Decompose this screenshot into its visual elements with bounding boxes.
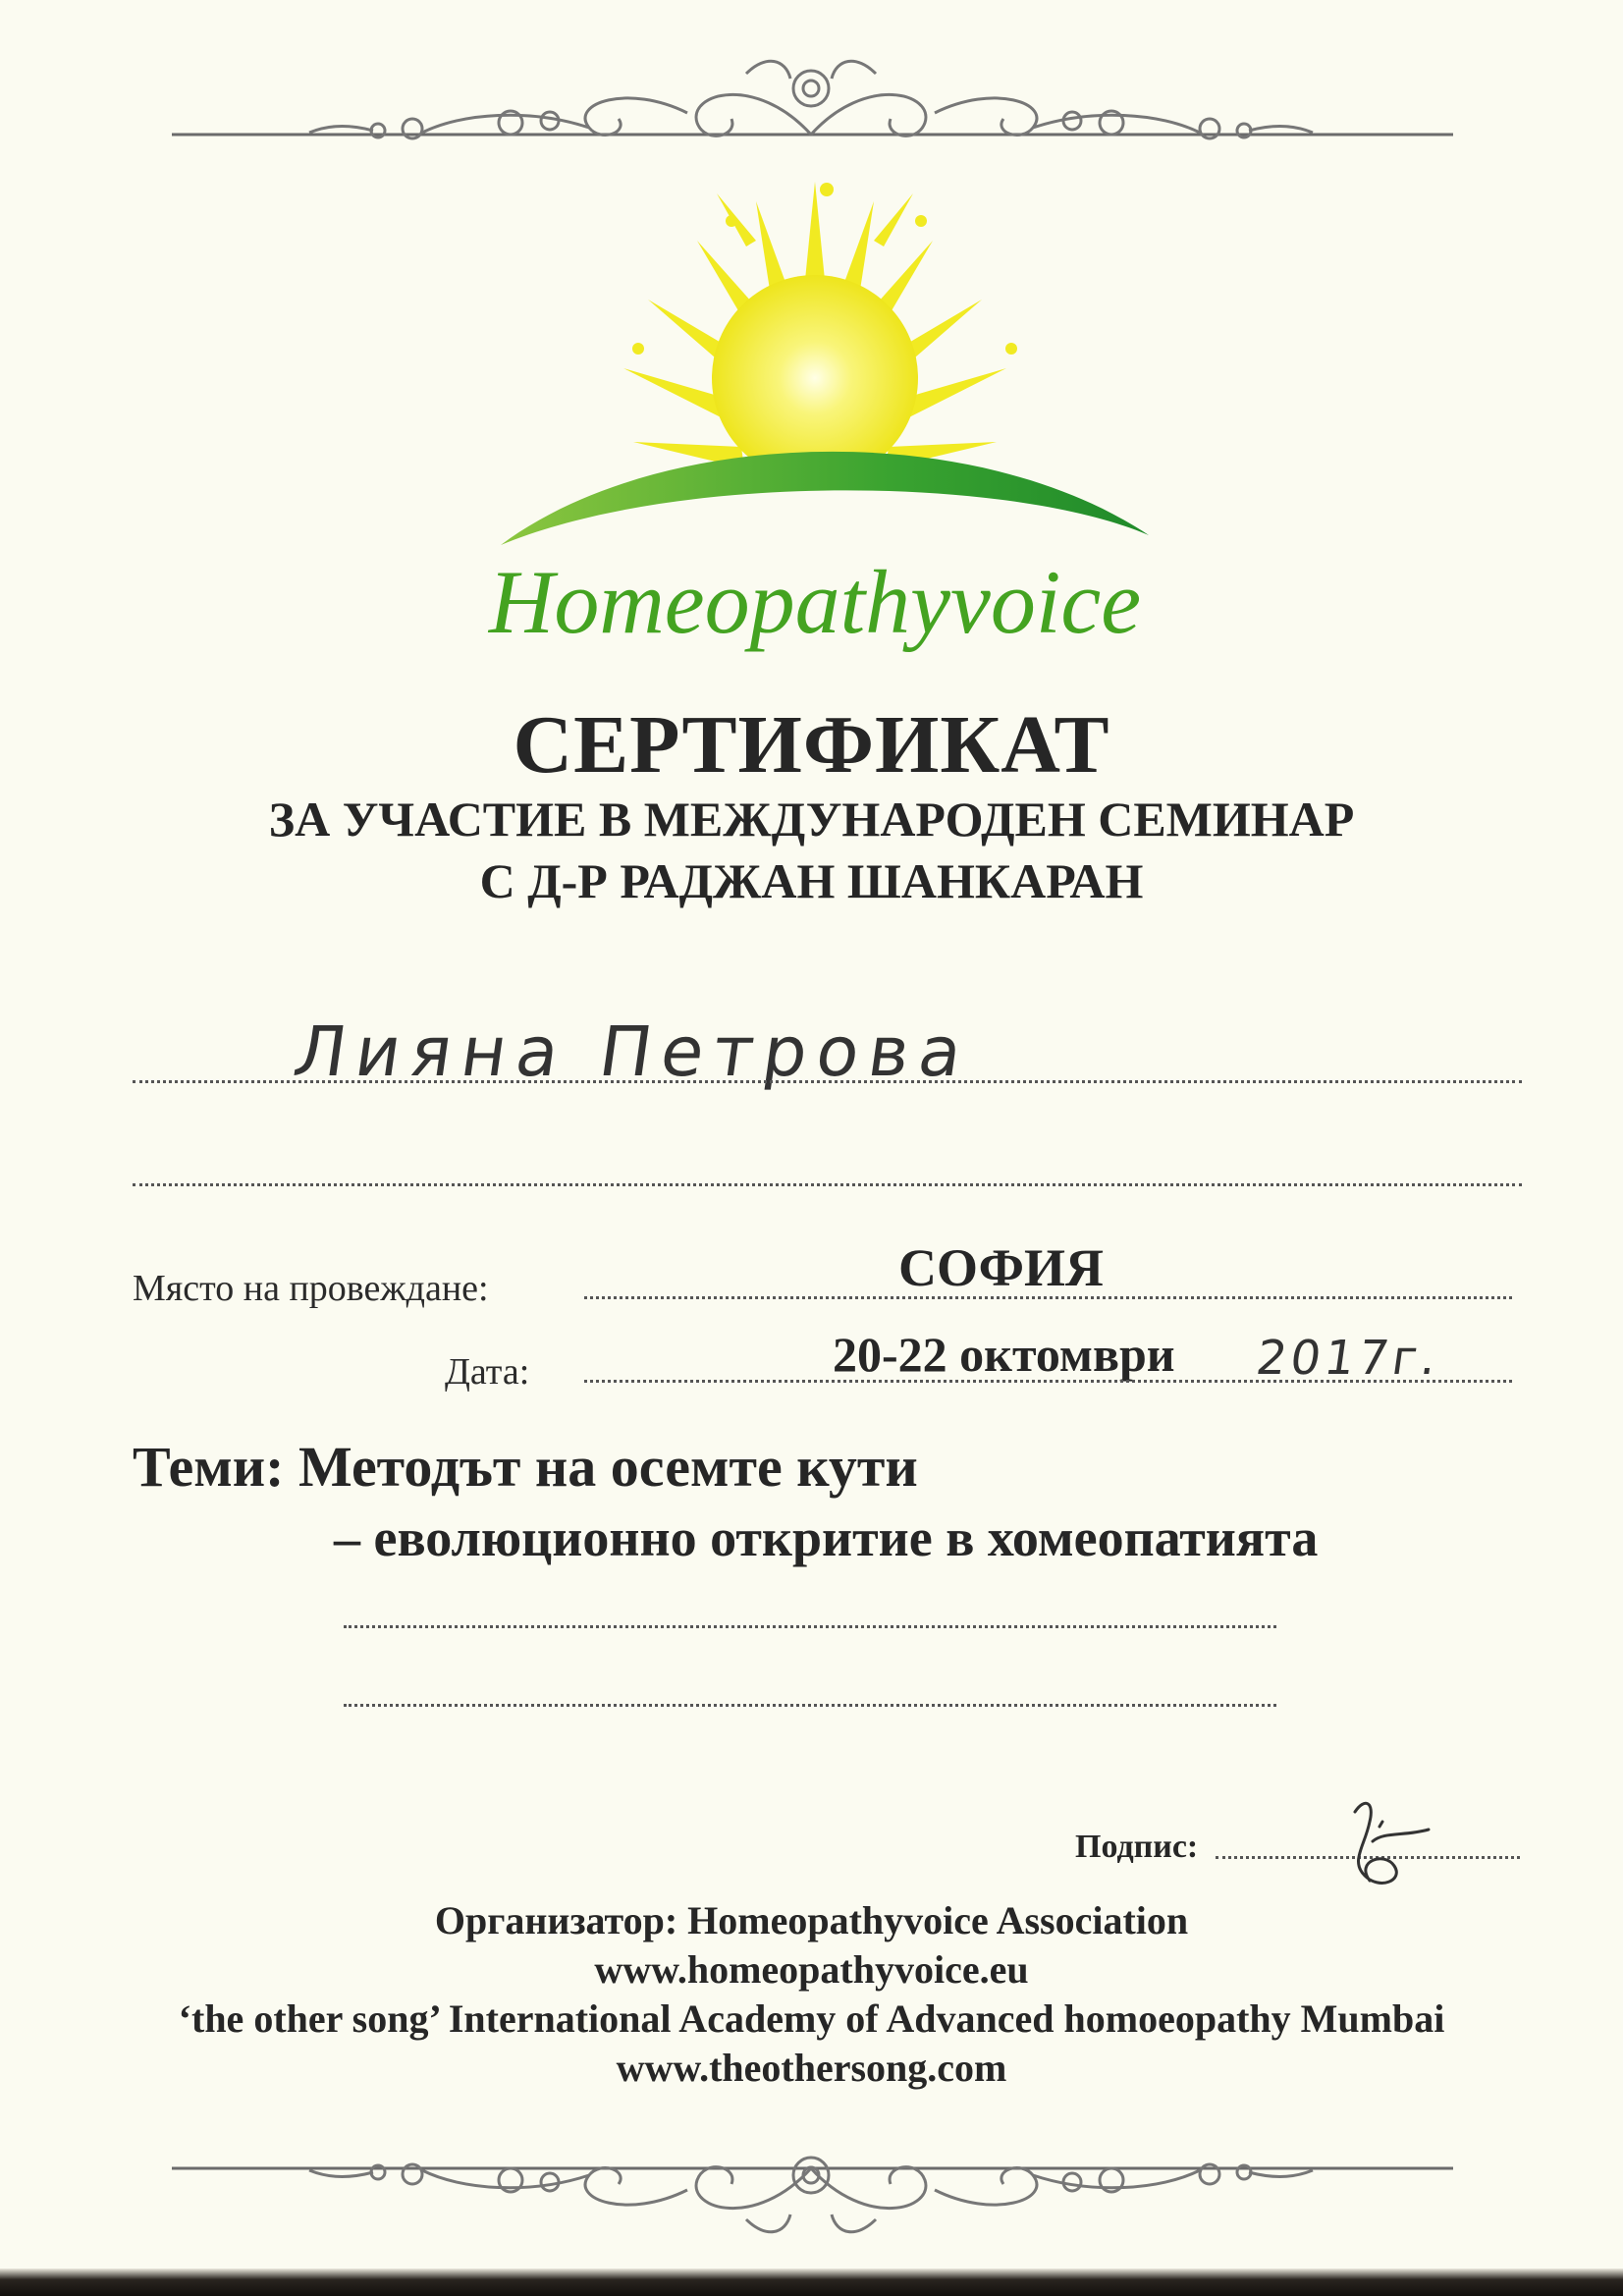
date-label: Дата: bbox=[445, 1351, 530, 1393]
scan-edge bbox=[0, 2269, 1623, 2296]
topics-line-2-dots bbox=[344, 1704, 1276, 1707]
organizer-website-2[interactable]: www.theothersong.com bbox=[616, 2046, 1007, 2090]
homeopathyvoice-logo bbox=[461, 182, 1168, 653]
topics-line-1: Теми: Методът на осемте кути bbox=[133, 1435, 918, 1499]
date-line bbox=[584, 1380, 1512, 1383]
signature-label: Подпис: bbox=[1075, 1829, 1199, 1865]
organizer-line-3: ‘the other song’ International Academy of Advanced homoeopathy Mumbai bbox=[178, 1996, 1445, 2041]
date-value: 20-22 октомври bbox=[833, 1327, 1175, 1382]
topics-line-2: – еволюционно откритие в хомеопатията bbox=[334, 1508, 1319, 1567]
topics-line-1-dots bbox=[344, 1625, 1276, 1628]
place-line bbox=[584, 1296, 1512, 1299]
certificate-title: СЕРТИФИКАТ bbox=[513, 699, 1110, 791]
name-line-1 bbox=[133, 1080, 1522, 1083]
place-label: Място на провеждане: bbox=[133, 1268, 489, 1309]
bottom-ornament bbox=[0, 2131, 1623, 2239]
name-line-2 bbox=[133, 1183, 1522, 1186]
signature-scribble-icon bbox=[1335, 1792, 1443, 1905]
brand-name: Homeopathyvoice bbox=[488, 552, 1142, 652]
participant-name-handwritten: Лияна Петрова bbox=[289, 1011, 977, 1092]
top-ornament bbox=[0, 54, 1623, 162]
organizer-line-1: Организатор: Homeopathyvoice Association bbox=[434, 1898, 1189, 1942]
certificate-subtitle-2: С Д-Р РАДЖАН ШАНКАРАН bbox=[479, 853, 1144, 908]
date-year-handwritten: 2017г. bbox=[1253, 1331, 1444, 1386]
place-value: СОФИЯ bbox=[898, 1238, 1105, 1297]
certificate-subtitle-1: ЗА УЧАСТИЕ В МЕЖДУНАРОДЕН СЕМИНАР bbox=[268, 792, 1355, 847]
organizer-website-1[interactable]: www.homeopathyvoice.eu bbox=[594, 1947, 1029, 1992]
sun-logo-icon bbox=[461, 182, 1168, 545]
